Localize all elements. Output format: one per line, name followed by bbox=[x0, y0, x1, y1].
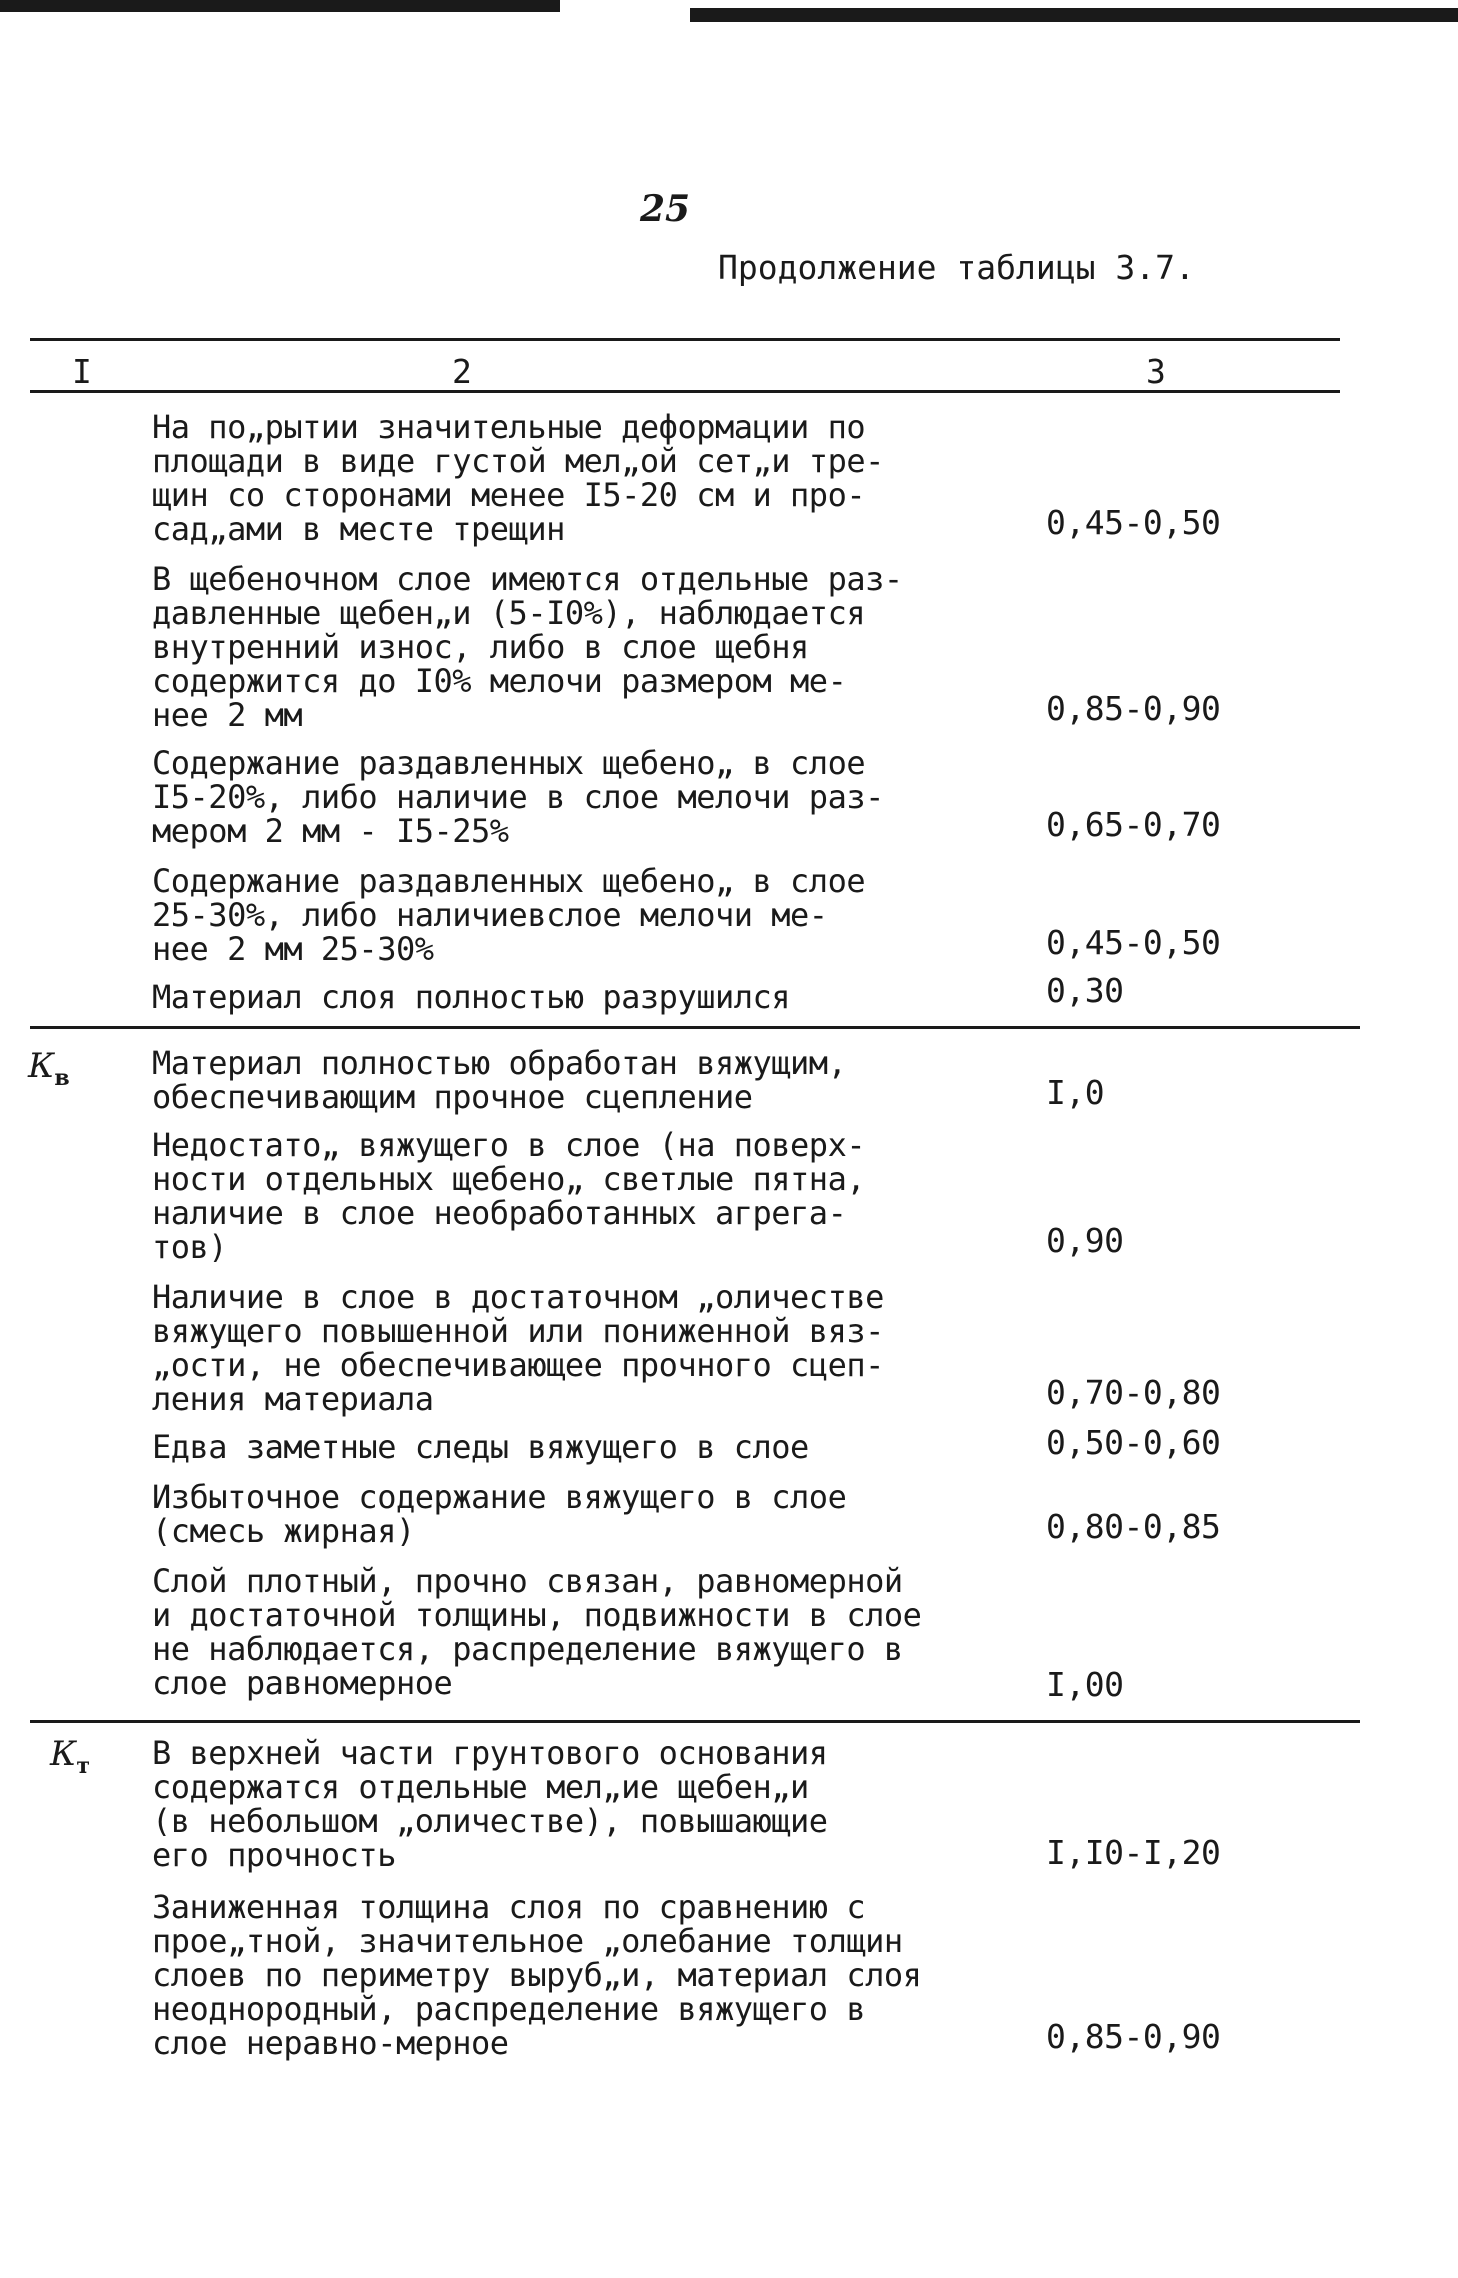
group-divider bbox=[30, 1026, 1360, 1029]
table-header-rule bbox=[30, 390, 1340, 393]
coefficient-symbol: К bbox=[50, 1734, 77, 1774]
row-description: Наличие в слое в достаточном „оличестве вяжущего повышенной или пониженной вяз- „ости, не обеспечивающее прочного сцеп- ления материала bbox=[152, 1278, 884, 1418]
scan-edge-left bbox=[0, 0, 560, 12]
coefficient-kv bbox=[28, 1046, 70, 1091]
row-value: 0,70-0,80 bbox=[1046, 1373, 1221, 1412]
row-description: Едва заметные следы вяжущего в слое bbox=[152, 1428, 809, 1466]
row-value: 0,30 bbox=[1046, 971, 1124, 1010]
row-description: В верхней части грунтового основания содержатся отдельные мел„ие щебен„и (в небольшом „оличестве), повышающие его прочность bbox=[152, 1734, 828, 1874]
coefficient-subscript: т bbox=[76, 1752, 90, 1779]
row-description: В щебеночном слое имеются отдельные раз- давленные щебен„и (5-I0%), наблюдается внутренний износ, либо в слое щебня содержится до I0% мелочи размером ме- нее 2 мм bbox=[152, 560, 903, 734]
scan-edge-right bbox=[690, 8, 1458, 22]
row-value: 0,50-0,60 bbox=[1046, 1423, 1221, 1462]
coefficient-kt bbox=[50, 1734, 90, 1779]
coefficient-subscript: в bbox=[54, 1064, 70, 1091]
row-description: На по„рытии значительные деформации по площади в виде густой мел„ой сет„и тре- щин со сторонами менее I5-20 см и про- сад„ами в месте трещин bbox=[152, 408, 884, 548]
column-header-2: 2 bbox=[452, 352, 472, 391]
row-value: 0,85-0,90 bbox=[1046, 2017, 1221, 2056]
row-value: I,0 bbox=[1046, 1073, 1105, 1112]
column-header-1: I bbox=[72, 352, 92, 391]
row-description: Слой плотный, прочно связан, равномерной и достаточной толщины, подвижности в слое не наблюдается, распределение вяжущего в слое равномерное bbox=[152, 1562, 922, 1702]
row-value: I,00 bbox=[1046, 1665, 1124, 1704]
row-description: Содержание раздавленных щебено„ в слое 25-30%, либо наличиевслое мелочи ме- нее 2 мм 25-30% bbox=[152, 862, 866, 968]
row-value: 0,80-0,85 bbox=[1046, 1507, 1221, 1546]
row-value: 0,65-0,70 bbox=[1046, 805, 1221, 844]
table-continuation-label: Продолжение таблицы 3.7. bbox=[718, 248, 1195, 287]
group-divider bbox=[30, 1720, 1360, 1723]
row-value: I,I0-I,20 bbox=[1046, 1833, 1221, 1872]
table-top-rule bbox=[30, 338, 1340, 341]
row-value: 0,85-0,90 bbox=[1046, 689, 1221, 728]
column-header-3: 3 bbox=[1146, 352, 1166, 391]
row-description: Недостато„ вяжущего в слое (на поверх- ности отдельных щебено„ светлые пятна, наличие в слое необработанных агрега- тов) bbox=[152, 1126, 866, 1266]
coefficient-symbol: К bbox=[28, 1046, 55, 1086]
page-number: 25 bbox=[640, 188, 691, 230]
row-value: 0,45-0,50 bbox=[1046, 923, 1221, 962]
row-value: 0,90 bbox=[1046, 1221, 1124, 1260]
row-description: Материал слоя полностью разрушился bbox=[152, 978, 791, 1016]
row-description: Избыточное содержание вяжущего в слое (смесь жирная) bbox=[152, 1478, 847, 1550]
row-description: Материал полностью обработан вяжущим, обеспечивающим прочное сцепление bbox=[152, 1044, 847, 1116]
row-description: Содержание раздавленных щебено„ в слое I5-20%, либо наличие в слое мелочи раз- мером 2 мм - I5-25% bbox=[152, 744, 884, 850]
row-description: Заниженная толщина слоя по сравнению с прое„тной, значительное „олебание толщин слоев по периметру выруб„и, материал слоя неоднородный, распределение вяжущего в слое неравно-мерное bbox=[152, 1888, 922, 2062]
row-value: 0,45-0,50 bbox=[1046, 503, 1221, 542]
